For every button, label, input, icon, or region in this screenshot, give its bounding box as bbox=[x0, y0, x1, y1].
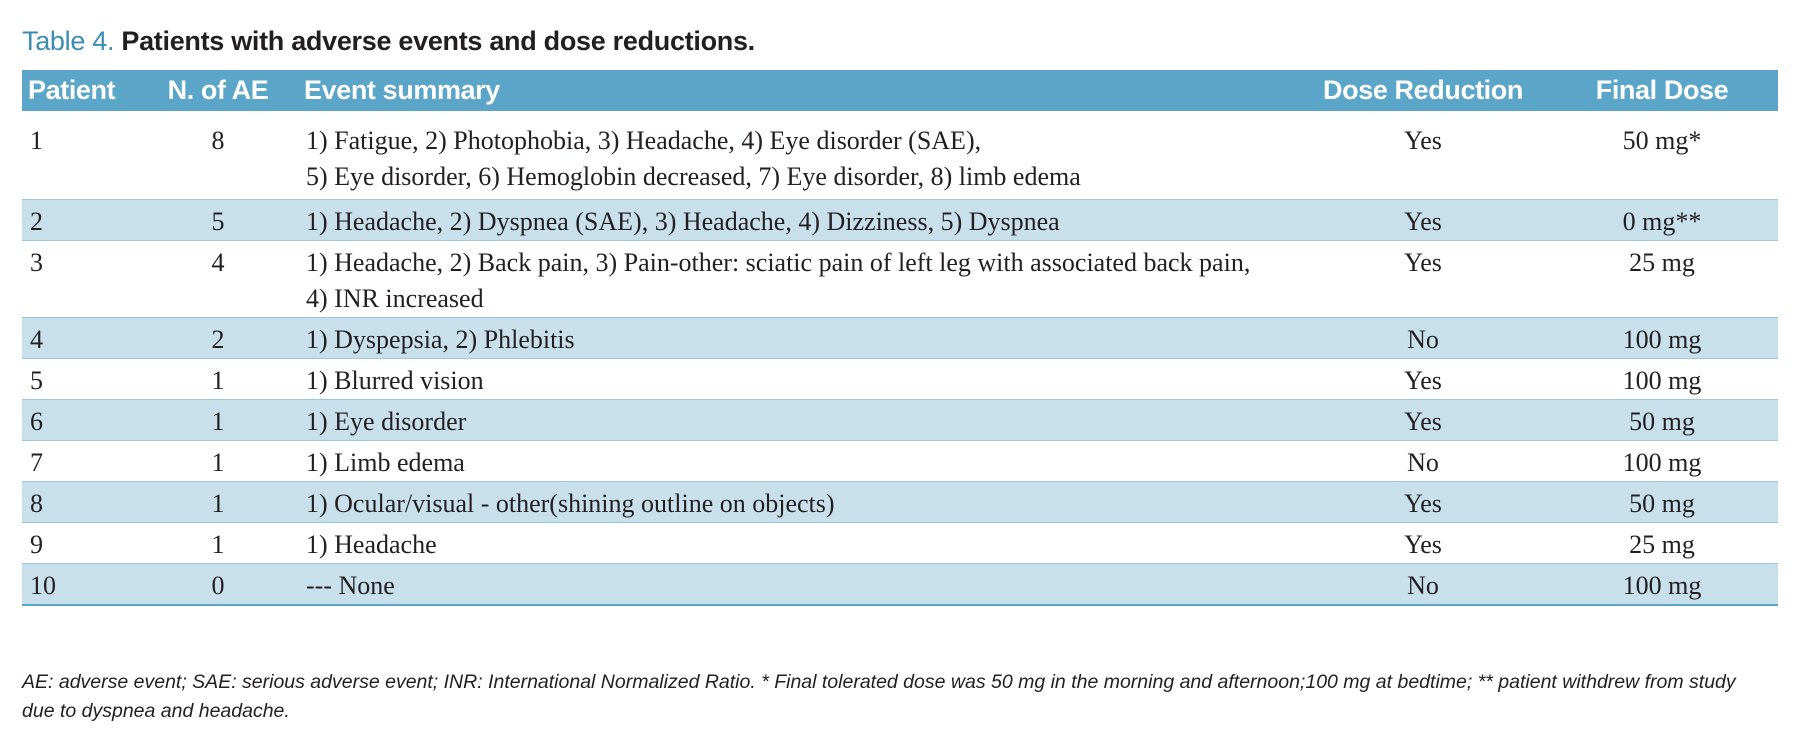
cell-n-ae: 0 bbox=[138, 564, 298, 606]
cell-n-ae: 4 bbox=[138, 241, 298, 318]
table-row bbox=[22, 564, 1778, 606]
table-row bbox=[22, 241, 1778, 318]
cell-n-ae: 1 bbox=[138, 523, 298, 564]
adverse-events-table bbox=[22, 70, 1778, 606]
header-dose-reduction: Dose Reduction bbox=[1300, 70, 1546, 111]
cell-event-summary: 1) Headache, 2) Dyspnea (SAE), 3) Headache, 4) Dizziness, 5) Dyspnea bbox=[298, 200, 1300, 241]
table-row bbox=[22, 200, 1778, 241]
cell-patient: 8 bbox=[22, 482, 138, 523]
cell-dose-reduction: Yes bbox=[1300, 523, 1546, 564]
cell-final-dose: 50 mg* bbox=[1546, 111, 1778, 200]
cell-final-dose: 25 mg bbox=[1546, 523, 1778, 564]
table-footnote: AE: adverse event; SAE: serious adverse event; INR: International Normalized Ratio. * Final tolerated dose was 50 mg in the morning and afternoon;100 mg at bedtime; ** patient withdrew from study due to dyspnea and headache. bbox=[22, 671, 1736, 722]
summary-line: 5) Eye disorder, 6) Hemoglobin decreased, 7) Eye disorder, 8) limb edema bbox=[306, 162, 1081, 191]
cell-event-summary: 1) Limb edema bbox=[298, 441, 1300, 482]
cell-event-summary: 1) Dyspepsia, 2) Phlebitis bbox=[298, 318, 1300, 359]
cell-dose-reduction: No bbox=[1300, 564, 1546, 606]
cell-patient: 4 bbox=[22, 318, 138, 359]
header-event-summary: Event summary bbox=[298, 70, 1300, 111]
table-title: Patients with adverse events and dose reductions. bbox=[121, 26, 755, 56]
table-row bbox=[22, 441, 1778, 482]
table-row bbox=[22, 359, 1778, 400]
cell-event-summary: 1) Headache bbox=[298, 523, 1300, 564]
cell-final-dose: 100 mg bbox=[1546, 318, 1778, 359]
cell-dose-reduction: Yes bbox=[1300, 359, 1546, 400]
cell-n-ae: 2 bbox=[138, 318, 298, 359]
cell-dose-reduction: Yes bbox=[1300, 241, 1546, 318]
cell-final-dose: 25 mg bbox=[1546, 241, 1778, 318]
cell-patient: 7 bbox=[22, 441, 138, 482]
cell-patient: 2 bbox=[22, 200, 138, 241]
header-row bbox=[22, 70, 1778, 111]
cell-final-dose: 100 mg bbox=[1546, 441, 1778, 482]
cell-n-ae: 8 bbox=[138, 111, 298, 200]
cell-event-summary bbox=[298, 241, 1300, 318]
table-row bbox=[22, 523, 1778, 564]
table-header bbox=[22, 70, 1778, 111]
table-row bbox=[22, 111, 1778, 200]
cell-dose-reduction: Yes bbox=[1300, 482, 1546, 523]
header-n-ae: N. of AE bbox=[138, 70, 298, 111]
cell-event-summary: 1) Ocular/visual - other(shining outline on objects) bbox=[298, 482, 1300, 523]
cell-patient: 9 bbox=[22, 523, 138, 564]
cell-dose-reduction: Yes bbox=[1300, 111, 1546, 200]
cell-dose-reduction: No bbox=[1300, 318, 1546, 359]
cell-final-dose: 100 mg bbox=[1546, 564, 1778, 606]
cell-patient: 5 bbox=[22, 359, 138, 400]
table-caption bbox=[22, 26, 755, 57]
table-row bbox=[22, 318, 1778, 359]
table-label: Table 4. bbox=[22, 26, 115, 56]
cell-final-dose: 50 mg bbox=[1546, 400, 1778, 441]
summary-line: 4) INR increased bbox=[306, 284, 484, 313]
header-patient: Patient bbox=[22, 70, 138, 111]
cell-patient: 1 bbox=[22, 111, 138, 200]
cell-n-ae: 5 bbox=[138, 200, 298, 241]
cell-event-summary: 1) Eye disorder bbox=[298, 400, 1300, 441]
cell-n-ae: 1 bbox=[138, 441, 298, 482]
cell-event-summary: --- None bbox=[298, 564, 1300, 606]
cell-final-dose: 0 mg** bbox=[1546, 200, 1778, 241]
cell-patient: 3 bbox=[22, 241, 138, 318]
cell-dose-reduction: No bbox=[1300, 441, 1546, 482]
cell-dose-reduction: Yes bbox=[1300, 400, 1546, 441]
cell-n-ae: 1 bbox=[138, 400, 298, 441]
cell-event-summary bbox=[298, 111, 1300, 200]
cell-event-summary: 1) Blurred vision bbox=[298, 359, 1300, 400]
cell-dose-reduction: Yes bbox=[1300, 200, 1546, 241]
cell-patient: 6 bbox=[22, 400, 138, 441]
table-row bbox=[22, 482, 1778, 523]
table-body bbox=[22, 111, 1778, 605]
summary-line: 1) Headache, 2) Back pain, 3) Pain-other: sciatic pain of left leg with associated back pain, bbox=[306, 248, 1251, 277]
cell-final-dose: 50 mg bbox=[1546, 482, 1778, 523]
summary-line: 1) Fatigue, 2) Photophobia, 3) Headache, 4) Eye disorder (SAE), bbox=[306, 126, 982, 155]
table-row bbox=[22, 400, 1778, 441]
cell-n-ae: 1 bbox=[138, 359, 298, 400]
cell-patient: 10 bbox=[22, 564, 138, 606]
cell-n-ae: 1 bbox=[138, 482, 298, 523]
header-final-dose: Final Dose bbox=[1546, 70, 1778, 111]
cell-final-dose: 100 mg bbox=[1546, 359, 1778, 400]
